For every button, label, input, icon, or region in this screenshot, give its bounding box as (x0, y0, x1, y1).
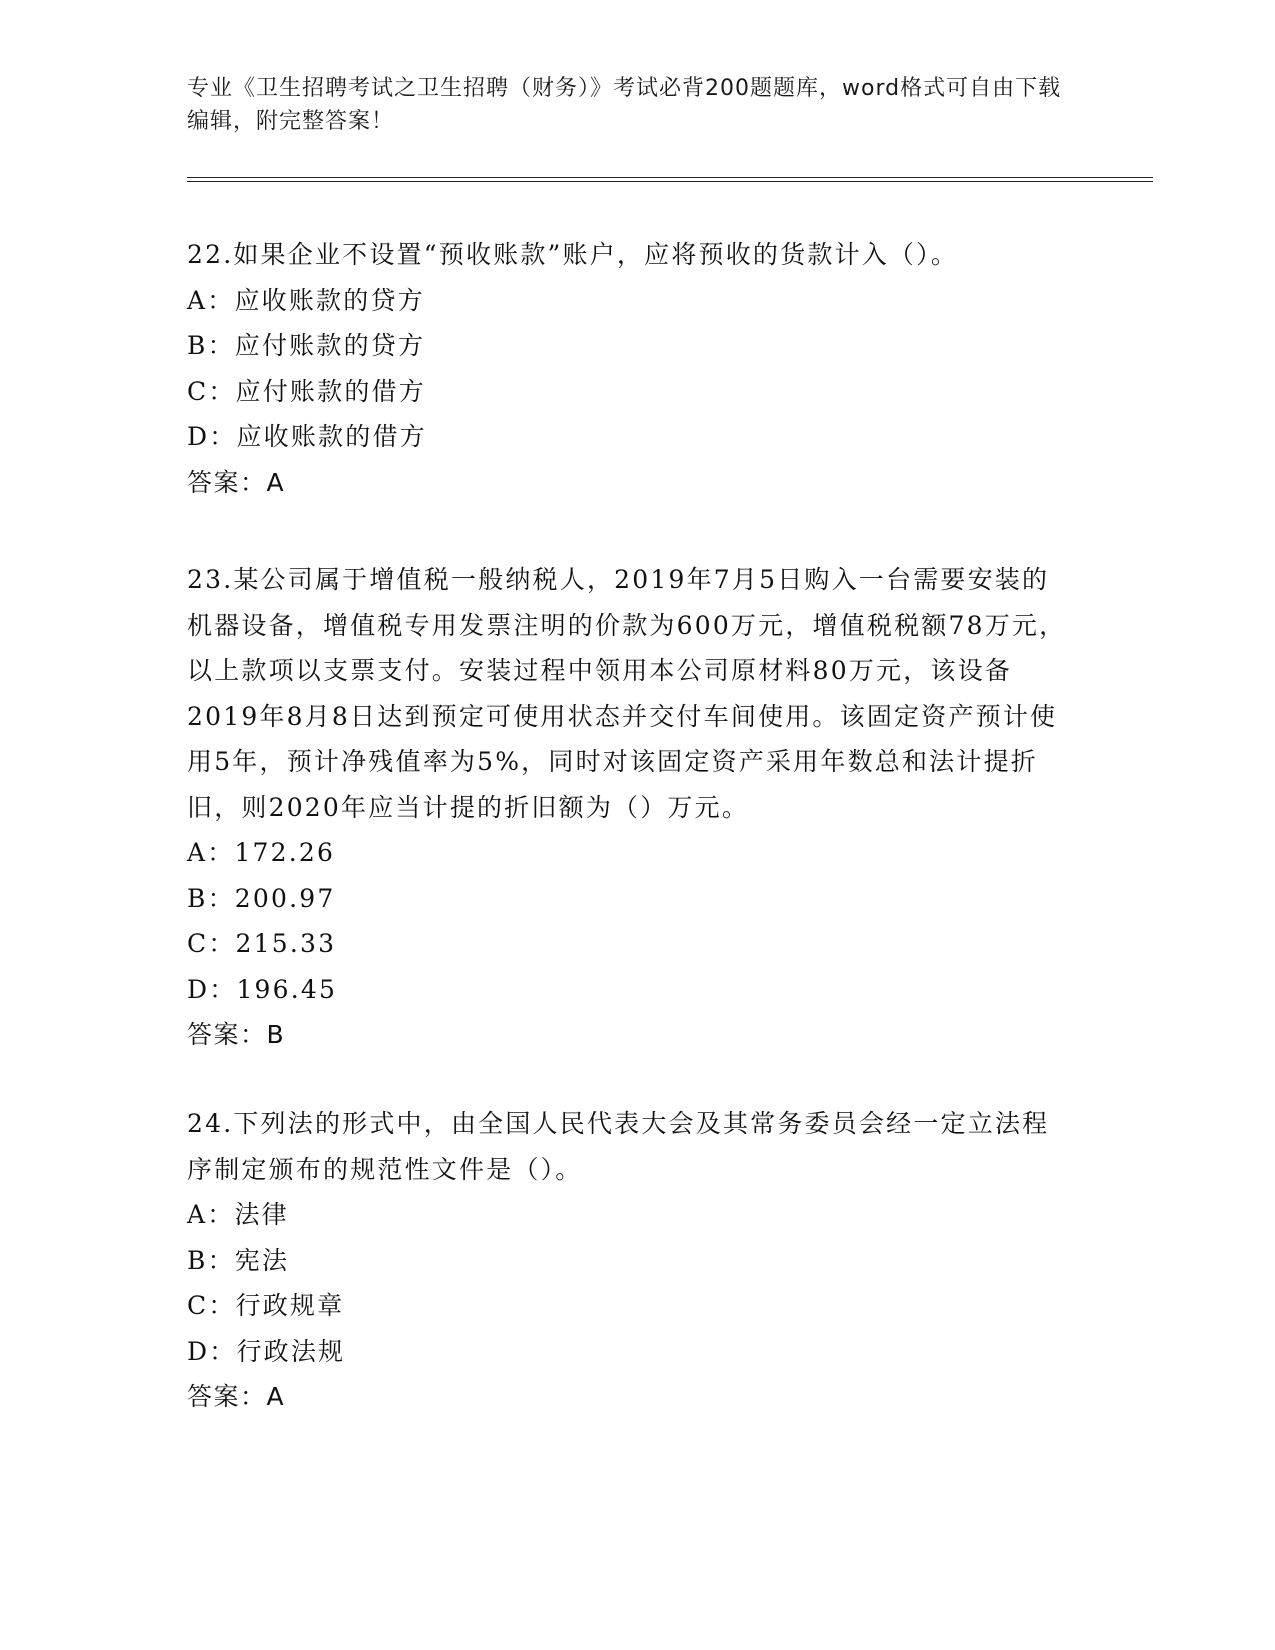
question-24 (187, 1101, 1067, 1420)
option-a: A：172.26 (187, 838, 336, 867)
option-b: B：应付账款的贷方 (187, 331, 426, 360)
answer-line: 答案：B (187, 1020, 286, 1049)
question-stem: 22.如果企业不设置“预收账款”账户，应将预收的货款计入（）。 (187, 240, 959, 269)
option-d: D：应收账款的借方 (187, 422, 427, 451)
option-c: C：应付账款的借方 (187, 376, 426, 406)
option-b: B：宪法 (187, 1245, 290, 1275)
option-c: C：215.33 (187, 929, 337, 958)
option-c: C：行政规章 (187, 1291, 345, 1320)
question-stem: 23.某公司属于增值税一般纳税人，2019年7月5日购入一台需要安装的机器设备，增值税专用发票注明的价款为600万元，增值税税额78万元，以上款项以支票支付。安装过程中领用本公司原材料80万元，该设备2019年8月8日达到预定可使用状态并交付车间使用。该固定资产预计使用5年，预计净残值率为5%，同时对该固定资产采用年数总和法计提折旧，则2020年应当计提的折旧额为（）万元。 (187, 565, 1067, 822)
question-stem: 24.下列法的形式中，由全国人民代表大会及其常务委员会经一定立法程序制定颁布的规范性文件是（）。 (187, 1109, 1050, 1184)
header-divider-bottom (187, 181, 1153, 182)
answer-line: 答案：A (187, 467, 286, 497)
header-divider-top (187, 177, 1153, 178)
answer-line: 答案：A (187, 1382, 286, 1411)
option-a: A：法律 (187, 1200, 289, 1229)
option-b: B：200.97 (187, 883, 336, 913)
document-header: 专业《卫生招聘考试之卫生招聘（财务）》考试必背200题题库，word格式可自由下载编辑，附完整答案！ (187, 76, 1062, 134)
option-d: D：196.45 (187, 974, 338, 1004)
question-23 (187, 557, 1067, 1058)
option-a: A：应收账款的贷方 (187, 285, 425, 315)
option-d: D：行政法规 (187, 1336, 346, 1366)
question-22 (187, 232, 1067, 505)
